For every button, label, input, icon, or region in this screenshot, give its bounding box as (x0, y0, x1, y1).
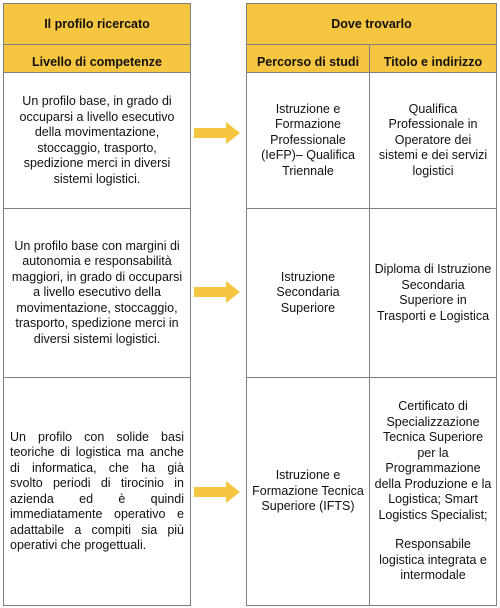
study-path-header: Percorso di studi (247, 45, 369, 72)
study-path-row-3: Istruzione e Formazione Tecnica Superiore (IFTS) (252, 468, 364, 514)
competence-level-header: Livello di competenze (4, 45, 190, 72)
right-arrow-icon (194, 481, 240, 503)
title-row-3 (370, 378, 496, 605)
right-arrow-icon (194, 281, 240, 303)
study-path-row-1: Istruzione e Formazione Professionale (IeFP)– Qualifica Triennale (261, 101, 355, 178)
title-row-1: Qualifica Professionale in Operatore dei sistemi e dei servizi logistici (378, 101, 488, 178)
where-to-find-header: Dove trovarlo (247, 4, 496, 44)
title-row-3-extra: Responsabile logistica integrata e intermodale (379, 537, 487, 583)
profile-row-2: Un profilo base con margini di autonomia e responsabilità maggiori, in grado di occuparsi a livello esecutivo della movimentazione, stoccaggio, trasporto, spedizione merci in diversi sistemi logistici. (11, 238, 183, 346)
profile-row-1: Un profilo base, in grado di occuparsi a livello esecutivo della movimentazione, stoccaggio, trasporto, spedizione merci in diversi sistemi logistici. (19, 94, 175, 186)
profile-header: Il profilo ricercato (4, 4, 190, 44)
right-arrow-icon (194, 122, 240, 144)
title-row-3-main: Certificato di Specializzazione Tecnica Superiore per la Programmazione della Produzione e la Logistica; Smart Logistics Specialist; (374, 399, 492, 522)
title-header: Titolo e indirizzo (370, 45, 496, 72)
title-row-2: Diploma di Istruzione Secondaria Superiore in Trasporti e Logistica (374, 262, 492, 323)
profile-row-3: Un profilo con solide basi teoriche di logistica ma anche di informatica, che ha già svolto periodi di tirocinio in azienda ed è quindi immediatamente operativo e adattabile a compiti sia più operativi che progettuali. (10, 429, 184, 552)
study-path-row-2: Istruzione Secondaria Superiore (276, 269, 340, 315)
